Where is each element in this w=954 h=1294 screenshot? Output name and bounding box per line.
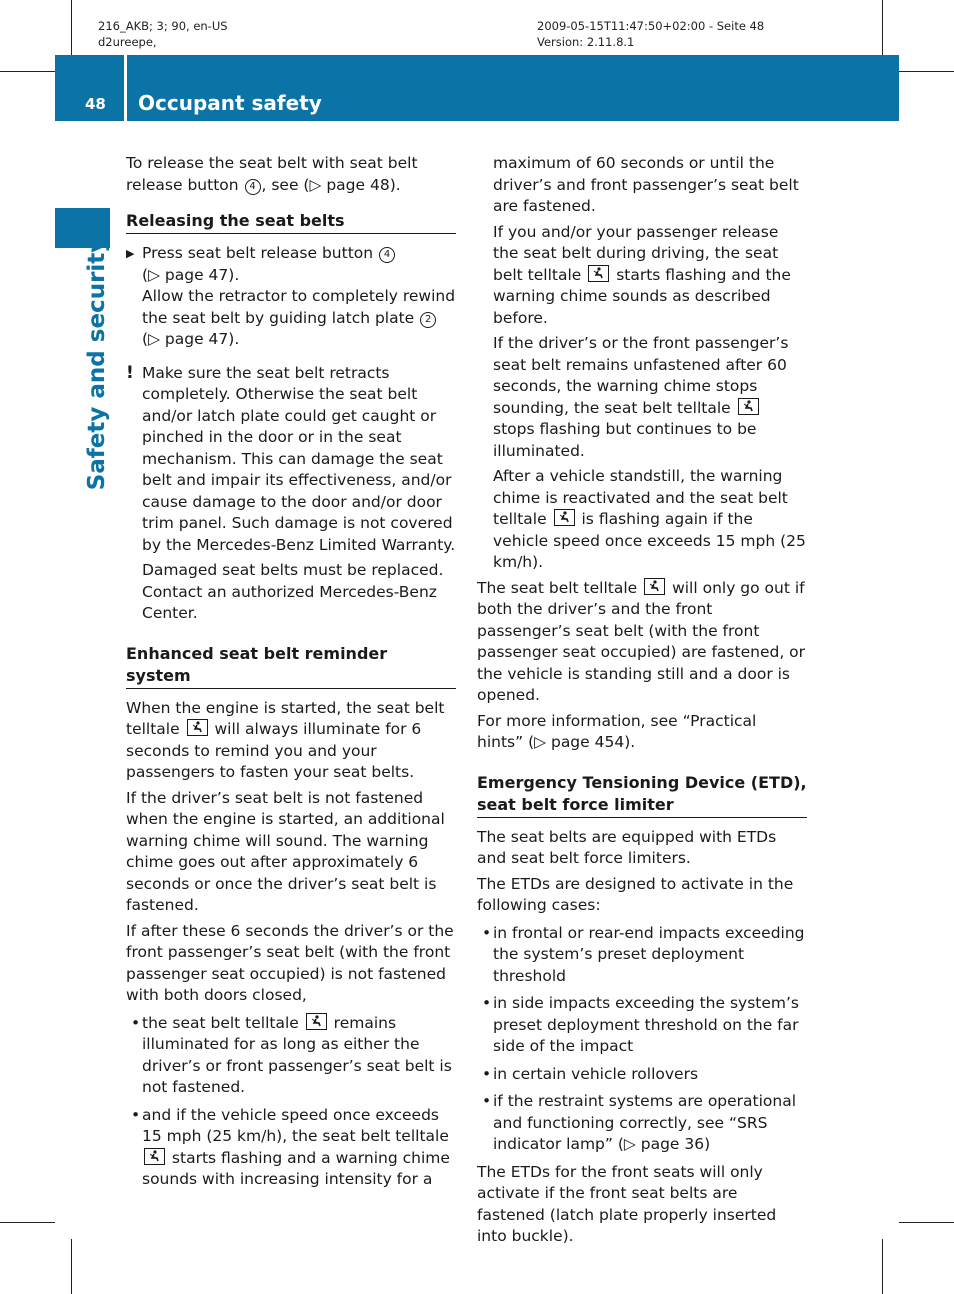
paragraph xyxy=(477,222,807,330)
callout-number: 4 xyxy=(245,179,261,195)
text: , see ( xyxy=(261,175,310,194)
right-column xyxy=(477,153,807,1252)
bullet-icon: • xyxy=(482,923,492,942)
instruction-step xyxy=(126,243,456,351)
warning-text: Damaged seat belts must be replaced. Contact an authorized Mercedes-Benz Center. xyxy=(142,561,444,622)
paragraph: The ETDs are designed to activate in the following cases: xyxy=(477,874,794,914)
paragraph xyxy=(477,333,807,462)
heading-releasing: Releasing the seat belts xyxy=(126,210,456,234)
text: page 47). xyxy=(159,330,240,348)
text: in side impacts exceeding the system’s preset deployment threshold on the far side of the impact xyxy=(493,994,799,1055)
page-number: 48 xyxy=(85,95,106,113)
paragraph: If after these 6 seconds the driver’s or the front passenger’s seat belt (with the front passenger seat occupied) is not fastened with both doors closed, xyxy=(126,921,454,1004)
text: page 48). xyxy=(321,175,401,194)
paragraph xyxy=(126,153,456,196)
paragraph xyxy=(126,698,456,784)
text: will always illuminate for 6 seconds to remind you and your passengers to fasten your seat belts. xyxy=(126,720,422,781)
text: starts flashing and the warning chime sounds as described before. xyxy=(493,265,791,327)
print-meta-left xyxy=(98,18,228,50)
bullet-icon: • xyxy=(482,1092,492,1110)
bullet-icon: • xyxy=(131,1105,141,1124)
section-title: Occupant safety xyxy=(138,91,322,115)
seat-belt-telltale-icon xyxy=(644,578,665,595)
meta-line: d2ureepe, xyxy=(98,35,157,49)
paragraph: If the driver’s seat belt is not fastened when the engine is started, an additional warning chime will sound. The warning chime goes out after approximately 6 seconds or once the driver’s seat belt is fastened. xyxy=(126,788,445,914)
warning-exclamation-icon: ! xyxy=(126,362,134,383)
text: in frontal or rear-end impacts exceeding the system’s preset deployment threshold xyxy=(493,923,805,985)
text: Allow the retractor to completely rewind the seat belt by guiding latch plate xyxy=(142,287,456,327)
text: page 47). xyxy=(159,265,240,284)
paragraph xyxy=(477,711,807,754)
list-item xyxy=(477,923,807,988)
paragraph xyxy=(477,466,807,574)
text: and if the vehicle speed once exceeds 15 mph (25 km/h), the seat belt telltale xyxy=(142,1105,449,1145)
callout-number: 4 xyxy=(379,247,395,263)
bullet-icon: • xyxy=(131,1013,141,1032)
text: When the engine is started, the seat belt telltale xyxy=(126,698,445,738)
heading-enhanced-reminder: Enhanced seat belt reminder system xyxy=(126,643,456,689)
text: If the driver’s or the front passenger’s seat belt remains unfastened after 60 seconds, the warning chime stops sounding, the seat belt telltale xyxy=(493,334,789,417)
print-meta-right xyxy=(537,18,764,50)
text: starts flashing and a warning chime sounds with increasing intensity for a xyxy=(142,1148,450,1188)
crop-mark xyxy=(899,1222,954,1223)
paragraph: maximum of 60 seconds or until the driver’s and front passenger’s seat belt are fastened. xyxy=(493,154,799,215)
seat-belt-telltale-icon xyxy=(306,1013,327,1030)
text: stops flashing but continues to be illuminated. xyxy=(493,420,757,460)
text: Press seat belt release button xyxy=(142,244,379,262)
list-item xyxy=(477,1091,807,1156)
crop-mark xyxy=(71,0,72,55)
text: the seat belt telltale xyxy=(142,1013,304,1032)
text: If you and/or your passenger release the seat belt during driving, the seat belt telltale xyxy=(493,222,779,284)
list-item xyxy=(126,1105,456,1191)
step-arrow-icon: ▶ xyxy=(126,247,135,260)
callout-number: 2 xyxy=(420,312,436,328)
text: ( xyxy=(142,265,149,284)
text: To release the seat belt with seat belt release button xyxy=(126,154,418,194)
warning-text: Make sure the seat belt retracts completely. Otherwise the seat belt and/or latch plate could get caught or pinched in the door or in the seat mechanism. This can damage the seat belt and impair its effectiveness, and/or cause damage to the door and/or door trim panel. Such damage is not covered by the Mercedes-Benz Limited Warranty. xyxy=(142,363,456,554)
crop-mark xyxy=(899,71,954,72)
paragraph xyxy=(477,578,807,707)
seat-belt-telltale-icon xyxy=(738,398,759,415)
left-column xyxy=(126,153,456,1195)
paragraph: The seat belts are equipped with ETDs and seat belt force limiters. xyxy=(477,827,777,867)
meta-line: Version: 2.11.8.1 xyxy=(537,35,635,49)
text: The seat belt telltale xyxy=(477,578,643,597)
text: in certain vehicle rollovers xyxy=(493,1064,699,1083)
meta-line: 216_AKB; 3; 90, en-US xyxy=(98,19,228,33)
header-divider xyxy=(124,55,127,121)
page-ref-triangle-icon: ▷ xyxy=(148,265,160,284)
header-banner xyxy=(55,55,899,121)
crop-mark xyxy=(71,1239,72,1294)
crop-mark xyxy=(882,0,883,55)
list-item xyxy=(477,1064,807,1086)
text: For more information, see “Practical hints” ( xyxy=(477,711,757,751)
text: remains illuminated for as long as either the driver’s or front passenger’s seat belt is not fastened. xyxy=(142,1013,452,1096)
bullet-icon: • xyxy=(482,1064,492,1083)
seat-belt-telltale-icon xyxy=(588,265,609,282)
heading-etd: Emergency Tensioning Device (ETD), seat belt force limiter xyxy=(477,772,807,818)
seat-belt-telltale-icon xyxy=(144,1148,165,1165)
meta-line: 2009-05-15T11:47:50+02:00 - Seite 48 xyxy=(537,19,765,33)
paragraph: The ETDs for the front seats will only activate if the front seat belts are fastened (latch plate properly inserted into buckle). xyxy=(477,1162,777,1245)
crop-mark xyxy=(0,71,55,72)
list-item xyxy=(126,1013,456,1099)
text: page 36) xyxy=(635,1135,711,1153)
seat-belt-telltale-icon xyxy=(554,509,575,526)
text: if the restraint systems are operational and functioning correctly, see “SRS indicator lamp” ( xyxy=(493,1092,797,1153)
chapter-label: Safety and security xyxy=(84,237,110,491)
page-ref-triangle-icon: ▷ xyxy=(148,330,160,348)
list-item xyxy=(477,993,807,1058)
page-ref-triangle-icon: ▷ xyxy=(623,1135,636,1153)
crop-mark xyxy=(0,1222,55,1223)
seat-belt-telltale-icon xyxy=(187,719,208,736)
text: ( xyxy=(142,330,149,348)
warning-note xyxy=(126,363,456,625)
text: will only go out if both the driver’s and the front passenger’s seat belt (with the front passenger seat occupied) are fastened, or the vehicle is standing still and a door is opened. xyxy=(477,578,806,704)
page-ref-triangle-icon: ▷ xyxy=(309,175,322,194)
crop-mark xyxy=(882,1239,883,1294)
text: page 454). xyxy=(546,733,636,751)
page-ref-triangle-icon: ▷ xyxy=(534,733,547,751)
bullet-icon: • xyxy=(482,994,492,1012)
text: After a vehicle standstill, the warning chime is reactivated and the seat belt telltale xyxy=(493,467,788,528)
text: is flashing again if the vehicle speed once exceeds 15 mph (25 km/h). xyxy=(493,510,806,571)
